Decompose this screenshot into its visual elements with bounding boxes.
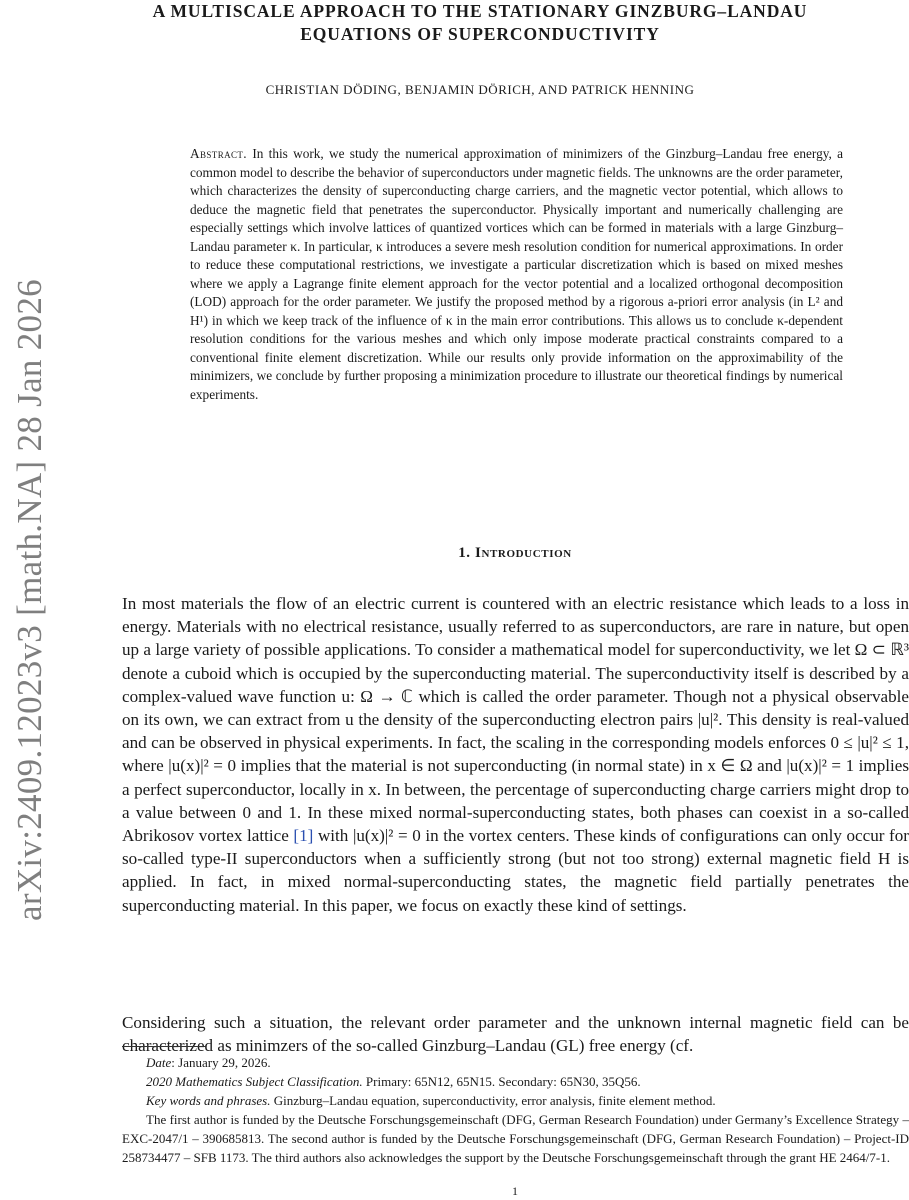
introduction-paragraph-1 xyxy=(122,592,909,917)
date-label: Date xyxy=(146,1055,172,1070)
msc-value: Primary: 65N12, 65N15. Secondary: 65N30, 35Q56. xyxy=(365,1074,641,1089)
page-number: 1 xyxy=(512,1184,518,1198)
section-title: Introduction xyxy=(475,545,572,561)
section-heading-introduction xyxy=(120,545,909,562)
keywords-label: Key words and phrases. xyxy=(146,1093,271,1108)
footnote-rule xyxy=(122,1046,206,1047)
footnote-funding: The first author is funded by the Deutsche Forschungsgemeinschaft (DFG, German Research Foundation) under Germany’s Excellence Strategy – EXC-2047/1 – 390685813. The second author is funded by the Deutsche Forschungsgemeinschaft (DFG, German Research Foundation) – Project-ID 258734477 – SFB 1173. The third authors also acknowledges the support by the Deutsche Forschungsgemeinschaft through the grant HE 2464/7-1. xyxy=(122,1112,909,1165)
abstract xyxy=(190,145,843,404)
footnote-date xyxy=(122,1053,909,1072)
footnote-keywords xyxy=(122,1091,909,1110)
paragraph-1-text-a: In most materials the flow of an electric current is countered with an electric resistance which leads to a loss in energy. Materials with no electrical resistance, usually referred to as superconductors, are rare in nature, but open up a large variety of possible applications. To consider a mathematical model for superconductivity, we let Ω ⊂ ℝ³ denote a cuboid which is occupied by the superconducting material. The superconductivity itself is described by a complex-valued wave function u: Ω → ℂ which is called the order parameter. Though not a physical observable on its own, we can extract from u the density of the superconducting electron pairs |u|². This density is real-valued and can be observed in physical experiments. In fact, the scaling in the corresponding models enforces 0 ≤ |u|² ≤ 1, where |u(x)|² = 0 implies that the material is not superconducting (in normal state) in x ∈ Ω and |u(x)|² = 1 implies a perfect superconductor, locally in x. In between, the percentage of superconducting charge carriers might drop to a value between 0 and 1. In these mixed normal-superconducting states, both phases can coexist in a so-called Abrikosov vortex lattice xyxy=(122,594,909,846)
footnote-msc xyxy=(122,1072,909,1091)
keywords-value: Ginzburg–Landau equation, superconductivity, error analysis, finite element method. xyxy=(273,1093,716,1108)
section-number: 1. xyxy=(458,545,471,561)
author-list: CHRISTIAN DÖDING, BENJAMIN DÖRICH, AND PATRICK HENNING xyxy=(265,82,695,97)
abstract-text: In this work, we study the numerical approximation of minimizers of the Ginzburg–Landau free energy, a common model to describe the behavior of superconductors under magnetic fields. The unknowns are the order parameter, which characterizes the density of superconducting charge carriers, and the magnetic vector potential, which allows to deduce the magnetic field that penetrates the superconductor. Physically important and numerically challenging are especially settings which involve lattices of quantized vortices which can be formed in materials with a large Ginzburg–Landau parameter κ. In particular, κ introduces a severe mesh resolution condition for numerical approximations. In order to reduce these computational restrictions, we investigate a particular discretization which is based on mixed meshes where we apply a Lagrange finite element approach for the vector potential and a localized orthogonal decomposition (LOD) approach for the order parameter. We justify the proposed method by a rigorous a-priori error analysis (in L² and H¹) in which we keep track of the influence of κ in the main error contributions. This allows us to conclude κ-dependent resolution conditions for the various meshes and which only impose moderate practical constraints compared to a conventional finite element discretization. While our results only provide information on the approximability of the minimizers, we conclude by further proposing a minimization procedure to illustrate our theoretical findings by numerical experiments. xyxy=(190,146,843,402)
title-line-1: A MULTISCALE APPROACH TO THE STATIONARY GINZBURG–LANDAU xyxy=(152,1,808,21)
date-value: : January 29, 2026. xyxy=(171,1055,271,1070)
footnotes xyxy=(122,1053,909,1167)
citation-link-1[interactable]: [1] xyxy=(293,826,314,846)
arxiv-identifier-text: arXiv:2409.12023v3 [math.NA] 28 Jan 2026 xyxy=(10,279,49,921)
paper-title xyxy=(100,0,860,46)
introduction-paragraph-2: Considering such a situation, the relevant order parameter and the unknown internal magnetic field can be characterized as minimzers of the so-called Ginzburg–Landau (GL) free energy (cf. xyxy=(122,1013,909,1056)
abstract-label: Abstract. xyxy=(190,146,248,161)
title-line-2: EQUATIONS OF SUPERCONDUCTIVITY xyxy=(300,24,660,44)
paragraph-1-text-b: with |u(x)|² = 0 in the vortex centers. These kinds of configurations can only occur for so-called type-II superconductors when a sufficiently strong (but not too strong) external magnetic field H is applied. In fact, in mixed normal-superconducting states, the magnetic field partially penetrates the superconducting material. In this paper, we focus on exactly these kind of settings. xyxy=(122,826,909,915)
msc-label: 2020 Mathematics Subject Classification. xyxy=(146,1074,363,1089)
